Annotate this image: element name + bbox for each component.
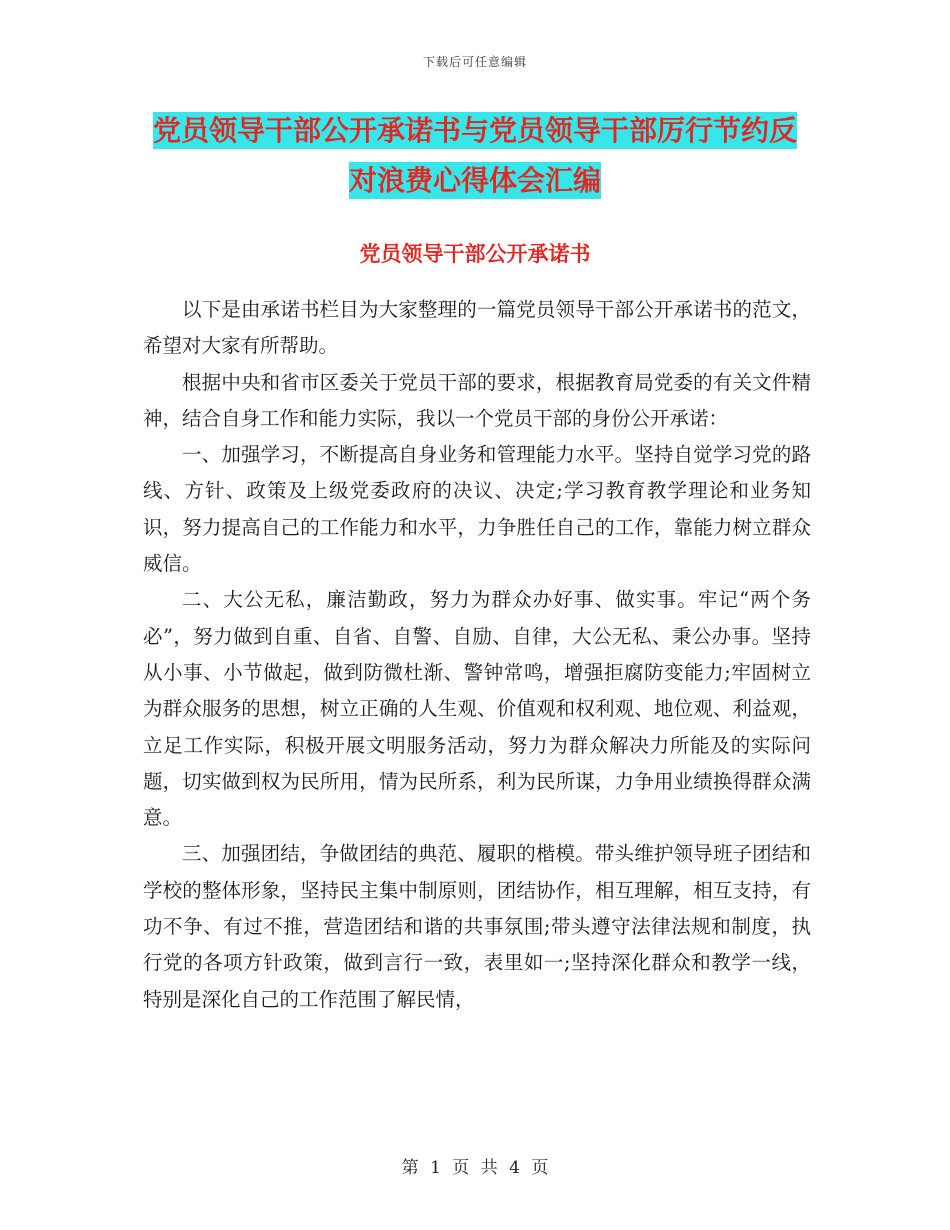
document-title-line-2: 对浪费心得体会汇编 bbox=[348, 164, 601, 197]
paragraph-intro: 以下是由承诺书栏目为大家整理的一篇党员领导干部公开承诺书的范文，希望对大家有所帮助。 bbox=[143, 298, 811, 358]
page-number-footer: 第 1 页 共 4 页 bbox=[401, 1158, 549, 1178]
paragraph-commitment-2: 二、大公无私，廉洁勤政，努力为群众办好事、做实事。牢记“两个务必”，努力做到自重、自省、自警、自励、自律，大公无私、秉公办事。坚持从小事、小节做起，做到防微杜渐、警钟常鸣，增强拒腐防变能力;牢固树立为群众服务的思想，树立正确的人生观、价值观和权利观、地位观、利益观，立足工作实际，积极开展文明服务活动，努力为群众解决力所能及的实际问题，切实做到权为民所用，情为民所系，利为民所谋，力争用业绩换得群众满意。 bbox=[143, 588, 811, 830]
document-title bbox=[140, 106, 810, 206]
document-title-line-1: 党员领导干部公开承诺书与党员领导干部厉行节约反 bbox=[152, 114, 797, 147]
paragraph-commitment-1: 一、加强学习，不断提高自身业务和管理能力水平。坚持自觉学习党的路线、方针、政策及上级党委政府的决议、决定;学习教育教学理论和业务知识，努力提高自己的工作能力和水平，力争胜任自己的工作，靠能力树立群众威信。 bbox=[143, 443, 811, 576]
paragraph-commitment-3: 三、加强团结，争做团结的典范、履职的楷模。带头维护领导班子团结和学校的整体形象，坚持民主集中制原则，团结协作，相互理解，相互支持，有功不争、有过不推，营造团结和谐的共事氛围;带头遵守法律法规和制度，执行党的各项方针政策，做到言行一致，表里如一;坚持深化群众和教学一线，特别是深化自己的工作范围了解民情， bbox=[143, 842, 811, 1011]
header-note: 下载后可任意编辑 bbox=[422, 55, 527, 69]
paragraph-basis: 根据中央和省市区委关于党员干部的要求，根据教育局党委的有关文件精神，结合自身工作和能力实际，我以一个党员干部的身份公开承诺： bbox=[143, 370, 811, 430]
document-body bbox=[143, 292, 811, 1018]
section-title: 党员领导干部公开承诺书 bbox=[359, 242, 591, 266]
